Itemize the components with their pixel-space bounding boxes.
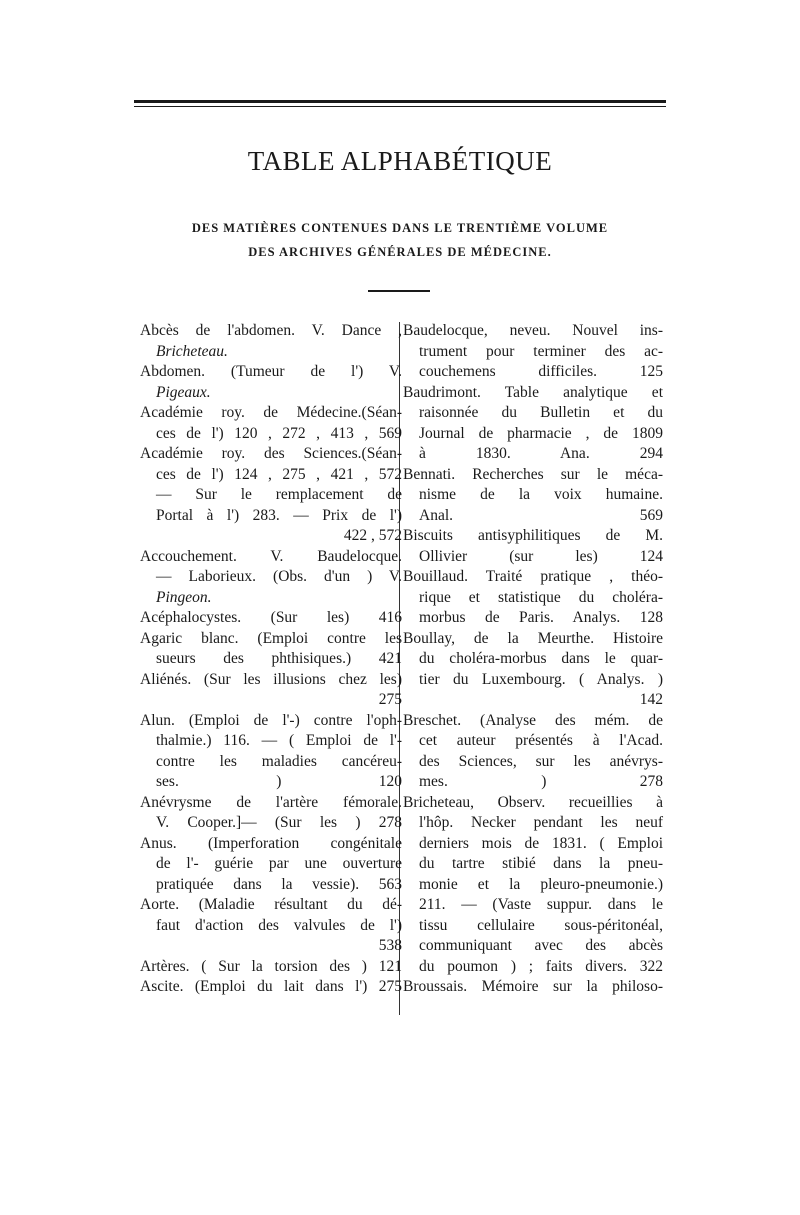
index-line: 275 (378, 691, 402, 708)
index-line: nisme de la voix humaine. (419, 486, 663, 503)
index-line: de l'- guérie par une ouverture (156, 855, 402, 872)
index-line: cet auteur présentés à l'Acad. (419, 732, 663, 749)
index-line: 142 (639, 691, 663, 708)
title-separator-rule (368, 290, 430, 292)
page-subtitle (134, 216, 666, 264)
index-line: morbus de Paris. Analys. 128 (419, 609, 663, 626)
index-line: pratiquée dans la vessie). 563 (156, 875, 402, 893)
index-line: trument pour terminer des ac- (419, 342, 663, 360)
index-line: communiquant avec des abcès (419, 937, 663, 954)
subtitle-line-1: DES MATIÈRES CONTENUES DANS LE TRENTIÈME VOLUME (191, 221, 609, 235)
index-line: Bennati. Recherches sur le méca- (403, 465, 663, 483)
index-line: Bouillaud. Traité pratique , théo- (403, 568, 663, 585)
index-line: ces de l') 124 , 275 , 421 , 572 (156, 465, 402, 483)
index-line: à 1830. Ana. 294 (419, 445, 663, 462)
index-line: Broussais. Mémoire sur la philoso- (403, 978, 663, 995)
index-line: ses. ) 120 (156, 773, 402, 790)
page-title: TABLE ALPHABÉTIQUE (247, 146, 553, 176)
top-double-rule (134, 100, 666, 107)
index-line: du poumon ) ; faits divers. 322 (419, 957, 663, 975)
index-line: Anévrysme de l'artère fémorale. (140, 793, 402, 811)
left-column (140, 321, 402, 998)
index-line: Baudrimont. Table analytique et (403, 383, 663, 401)
index-line: couchemens difficiles. 125 (419, 363, 663, 380)
index-line: raisonnée du Bulletin et du (419, 404, 663, 421)
index-line: Acéphalocystes. (Sur les) 416 (140, 609, 402, 626)
index-line: 422 , 572 (343, 527, 402, 544)
right-column (403, 321, 663, 998)
index-line: Breschet. (Analyse des mém. de (403, 711, 663, 729)
index-line: Pingeon. (156, 588, 212, 606)
index-line: tissu cellulaire sous-péritonéal, (419, 916, 663, 934)
index-line: Académie roy. des Sciences.(Séan- (140, 445, 402, 462)
index-line: faut d'action des valvules de l') (156, 916, 402, 934)
index-line: Portal à l') 283. — Prix de l') (156, 506, 402, 524)
index-line: Abdomen. (Tumeur de l') V. (140, 363, 402, 380)
index-line: V. Cooper.]— (Sur les ) 278 (156, 814, 402, 831)
index-line: contre les maladies cancéreu- (156, 752, 402, 770)
index-line: Pigeaux. (156, 383, 211, 401)
index-line: Bricheteau. (156, 342, 228, 360)
index-line: Journal de pharmacie , de 1809 (419, 424, 663, 442)
index-line: du tartre stibié dans la pneu- (419, 855, 663, 872)
index-line: derniers mois de 1831. ( Emploi (419, 834, 663, 852)
index-line: Ascite. (Emploi du lait dans l') 275 (140, 978, 402, 995)
index-line: Bricheteau, Observ. recueillies à (403, 793, 663, 811)
index-line: Aliénés. (Sur les illusions chez les) (140, 670, 402, 688)
index-line: Ollivier (sur les) 124 (419, 547, 663, 565)
index-line: du choléra-morbus dans le quar- (419, 650, 663, 667)
index-line: monie et la pleuro-pneumonie.) (419, 875, 663, 893)
index-line: Agaric blanc. (Emploi contre les (140, 629, 402, 647)
index-line: — Sur le remplacement de (156, 486, 402, 503)
index-line: Accouchement. V. Baudelocque. (140, 547, 402, 565)
index-line: — Laborieux. (Obs. d'un ) V. (156, 568, 402, 585)
index-line: Baudelocque, neveu. Nouvel ins- (403, 322, 663, 339)
index-line: thalmie.) 116. — ( Emploi de l'- (156, 732, 402, 749)
index-line: Anus. (Imperforation congénitale (140, 834, 402, 852)
index-line: Biscuits antisyphilitiques de M. (403, 527, 663, 544)
index-line: ces de l') 120 , 272 , 413 , 569 (156, 424, 402, 442)
index-line: rique et statistique du choléra- (419, 588, 663, 606)
index-line: Artères. ( Sur la torsion des ) 121 (140, 957, 402, 975)
subtitle-line-2: DES ARCHIVES GÉNÉRALES DE MÉDECINE. (248, 245, 552, 259)
index-line: Abcès de l'abdomen. V. Dance , (140, 322, 402, 339)
index-line: mes. ) 278 (419, 773, 663, 790)
index-line: l'hôp. Necker pendant les neuf (419, 814, 663, 831)
index-line: Académie roy. de Médecine.(Séan- (140, 404, 402, 421)
index-line: des Sciences, sur les anévrys- (419, 752, 663, 770)
index-line: Anal. 569 (419, 506, 663, 524)
index-line: tier du Luxembourg. ( Analys. ) (419, 670, 663, 688)
index-line: Alun. (Emploi de l'-) contre l'oph- (140, 711, 402, 729)
index-line: Boullay, de la Meurthe. Histoire (403, 629, 663, 647)
index-line: 211. — (Vaste suppur. dans le (419, 896, 663, 913)
index-line: 538 (378, 937, 402, 954)
index-line: Aorte. (Maladie résultant du dé- (140, 896, 402, 913)
index-line: sueurs des phthisiques.) 421 (156, 650, 402, 667)
